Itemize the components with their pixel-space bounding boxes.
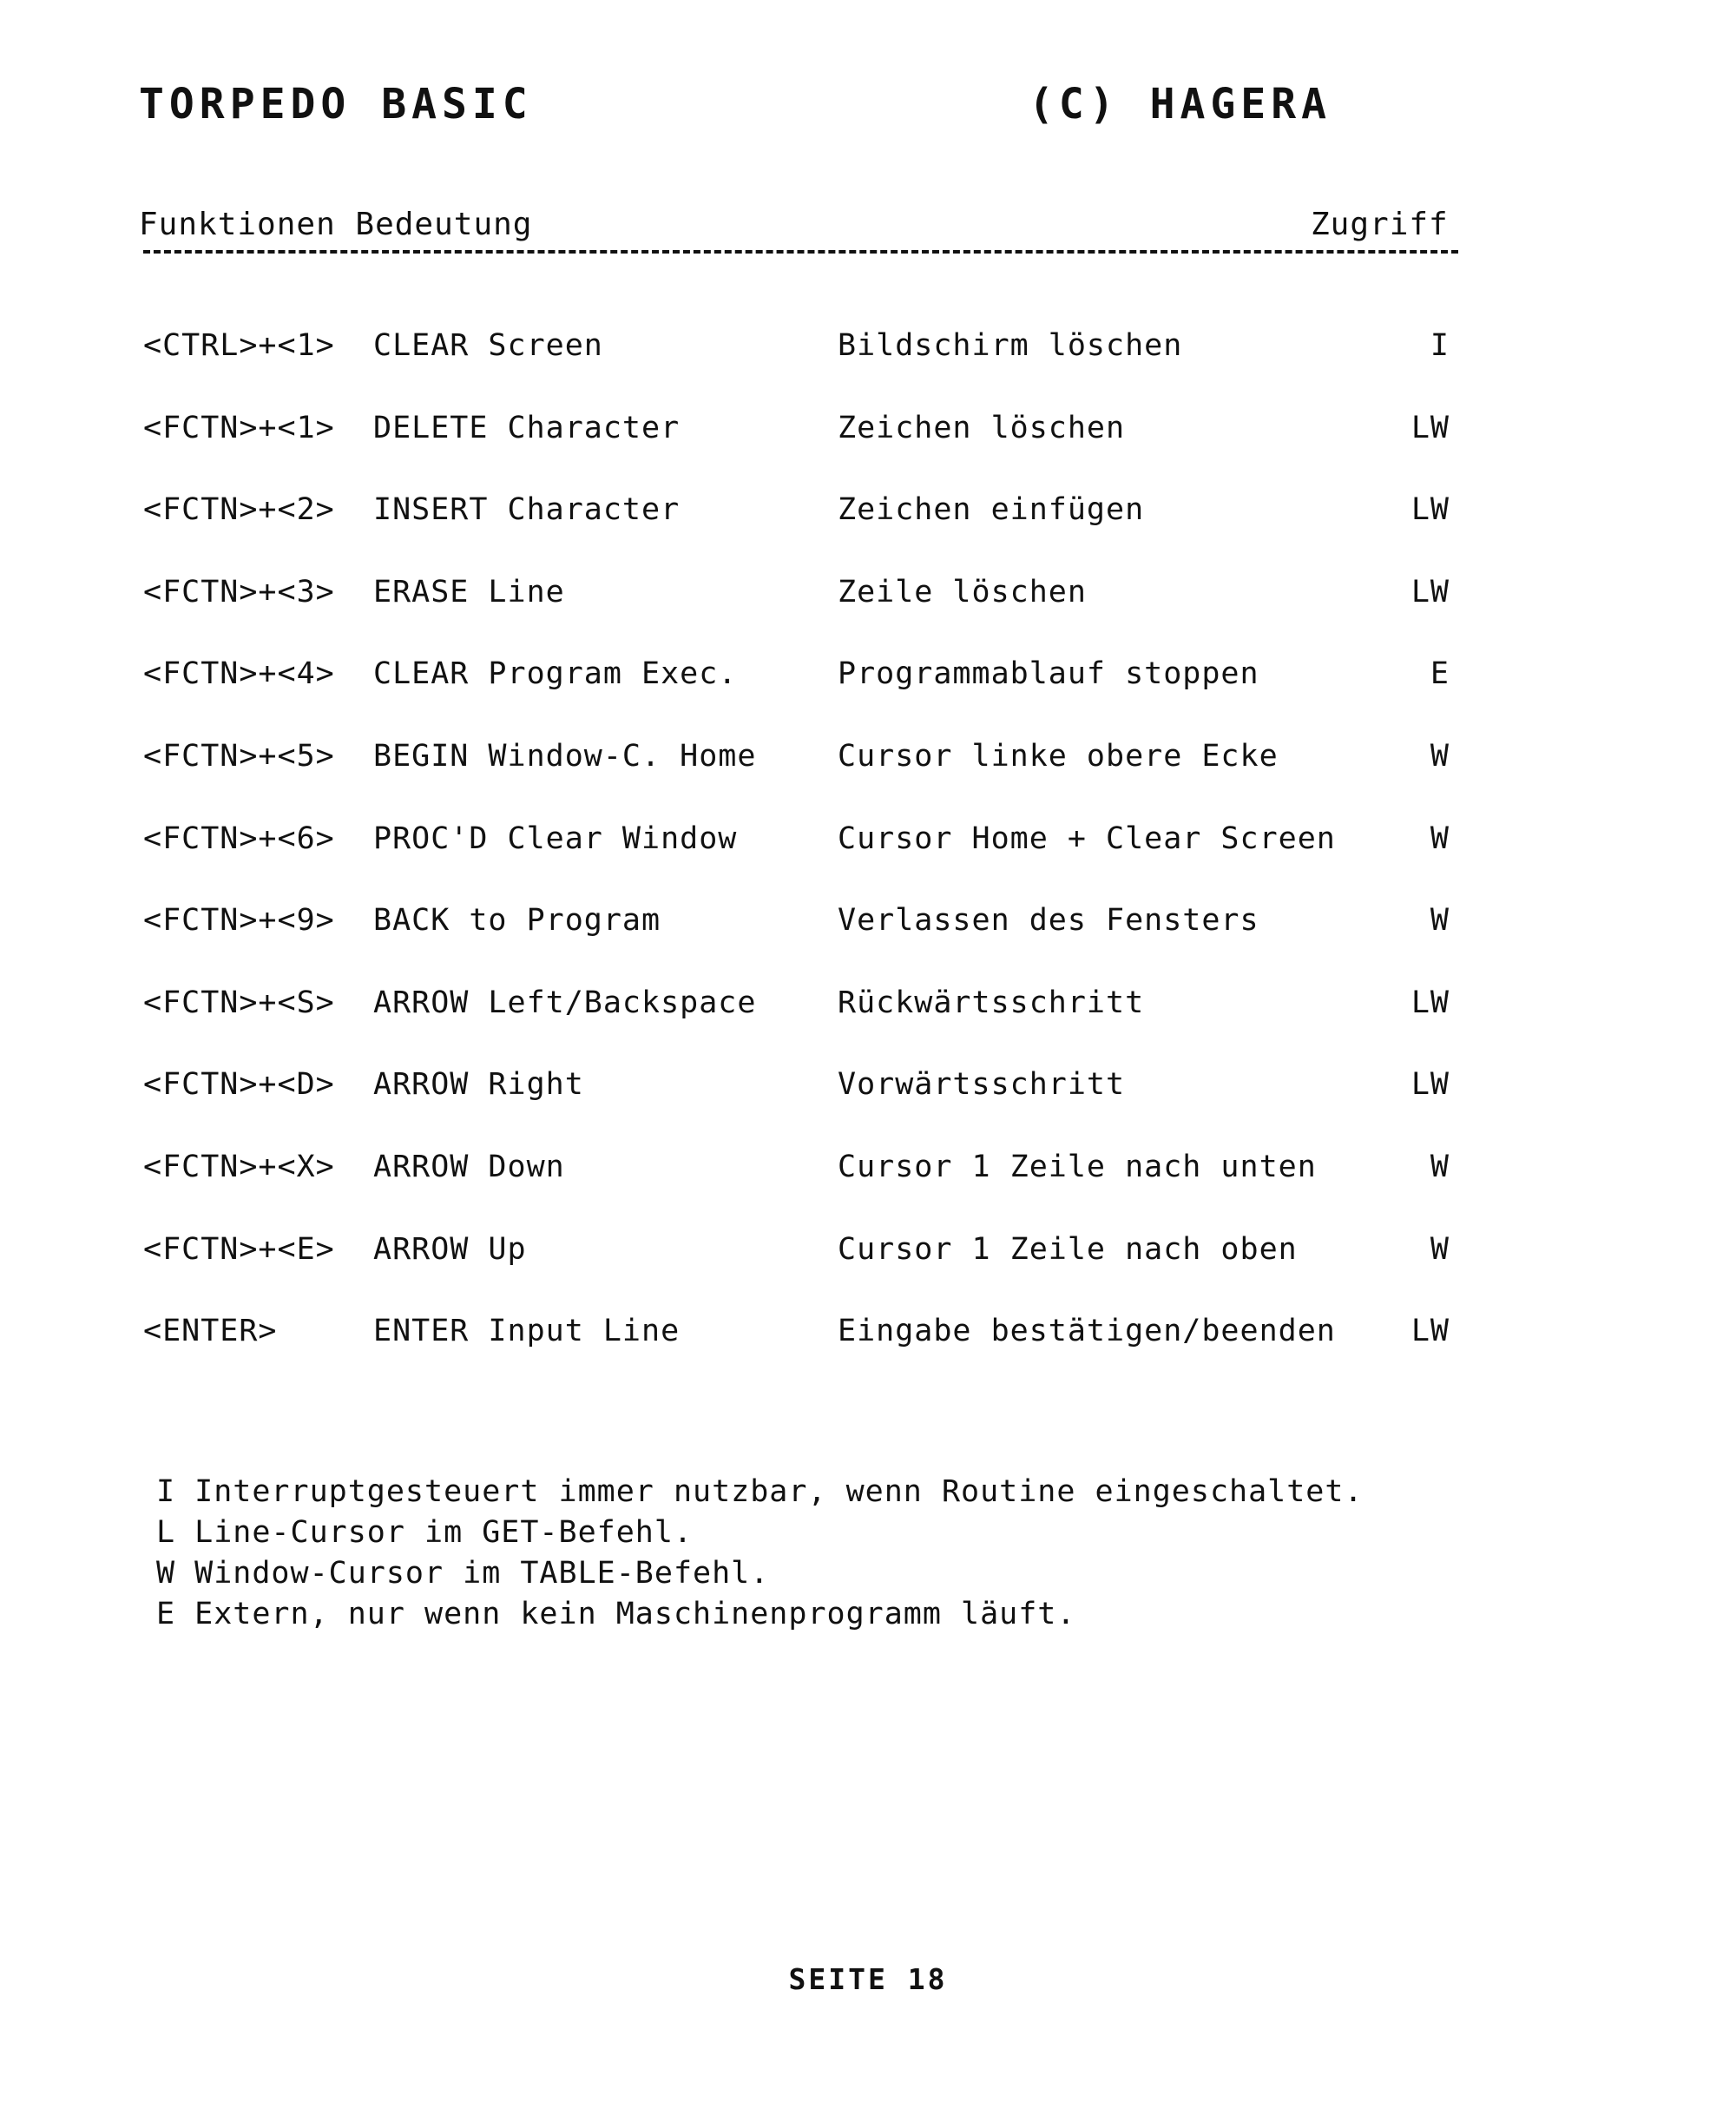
key-cell: <FCTN>+<1> [143,410,335,445]
function-cell: ENTER Input Line [373,1314,681,1349]
legend-item: L Line-Cursor im GET-Befehl. [156,1515,694,1550]
function-cell: BEGIN Window-C. Home [373,739,757,774]
function-cell: ERASE Line [373,574,565,610]
key-cell: <FCTN>+<E> [143,1231,335,1267]
access-cell: LW [1410,492,1450,528]
key-cell: <FCTN>+<S> [143,985,335,1020]
function-cell: CLEAR Screen [373,328,603,363]
meaning-cell: Vorwärtsschritt [838,1067,1126,1103]
meaning-cell: Bildschirm löschen [838,328,1183,363]
table-row [0,739,1736,782]
table-row [0,821,1736,865]
function-cell: DELETE Character [373,410,681,445]
table-row [0,411,1736,454]
table-row [0,985,1736,1029]
function-cell: CLEAR Program Exec. [373,656,738,692]
meaning-cell: Zeichen einfügen [838,492,1145,528]
access-cell: W [1430,739,1450,774]
legend [156,1472,1364,1635]
meaning-cell: Verlassen des Fensters [838,903,1259,939]
legend-item: I Interruptgesteuert immer nutzbar, wenn Routine eingeschaltet. [156,1474,1364,1509]
meaning-cell: Cursor linke obere Ecke [838,739,1279,774]
key-cell: <FCTN>+<6> [143,820,335,856]
access-cell: LW [1410,410,1450,445]
table-row [0,1067,1736,1110]
table-row [0,656,1736,700]
meaning-cell: Cursor Home + Clear Screen [838,820,1336,856]
key-cell: <FCTN>+<5> [143,739,335,774]
function-cell: ARROW Down [373,1150,565,1184]
column-header-access: Zugriff [1311,207,1449,242]
function-cell: INSERT Character [373,492,681,528]
legend-item: W Window-Cursor im TABLE-Befehl. [156,1556,770,1591]
meaning-cell: Cursor 1 Zeile nach oben [838,1231,1298,1267]
key-cell: <CTRL>+<1> [143,328,335,363]
table-row [0,492,1736,536]
table-row [0,575,1736,618]
access-cell: LW [1410,574,1450,610]
table-row [0,1232,1736,1275]
access-cell: W [1430,1231,1450,1267]
function-cell: ARROW Up [373,1231,527,1267]
table-row [0,903,1736,946]
legend-item: E Extern, nur wenn kein Maschinenprogramm läuft. [156,1597,1076,1631]
meaning-cell: Cursor 1 Zeile nach unten [838,1150,1317,1184]
access-cell: E [1430,656,1450,692]
key-cell: <FCTN>+<3> [143,574,335,610]
header-divider [143,250,1458,254]
access-cell: W [1430,1150,1450,1184]
key-cell: <FCTN>+<X> [143,1150,335,1184]
header-title: TORPEDO BASIC [139,80,533,129]
access-cell: I [1430,328,1450,363]
access-cell: LW [1410,1067,1450,1103]
key-cell: <FCTN>+<D> [143,1067,335,1103]
key-cell: <ENTER> [143,1314,278,1349]
table-row [0,1314,1736,1357]
key-cell: <FCTN>+<9> [143,903,335,939]
function-cell: ARROW Left/Backspace [373,985,757,1020]
meaning-cell: Zeichen löschen [838,410,1126,445]
header-copyright: (C) HAGERA [1029,80,1332,129]
table-row [0,328,1736,372]
function-cell: BACK to Program [373,903,661,939]
function-cell: PROC'D Clear Window [373,820,738,856]
access-cell: W [1430,820,1450,856]
meaning-cell: Programmablauf stoppen [838,656,1259,692]
column-header-functions: Funktionen Bedeutung [139,207,533,242]
meaning-cell: Eingabe bestätigen/beenden [838,1314,1336,1349]
access-cell: W [1430,903,1450,939]
meaning-cell: Rückwärtsschritt [838,985,1145,1020]
key-cell: <FCTN>+<4> [143,656,335,692]
access-cell: LW [1410,1314,1450,1349]
key-cell: <FCTN>+<2> [143,492,335,528]
function-cell: ARROW Right [373,1067,584,1103]
table-row [0,1150,1736,1193]
page-number: SEITE 18 [788,1962,948,1996]
access-cell: LW [1410,985,1450,1020]
meaning-cell: Zeile löschen [838,574,1087,610]
